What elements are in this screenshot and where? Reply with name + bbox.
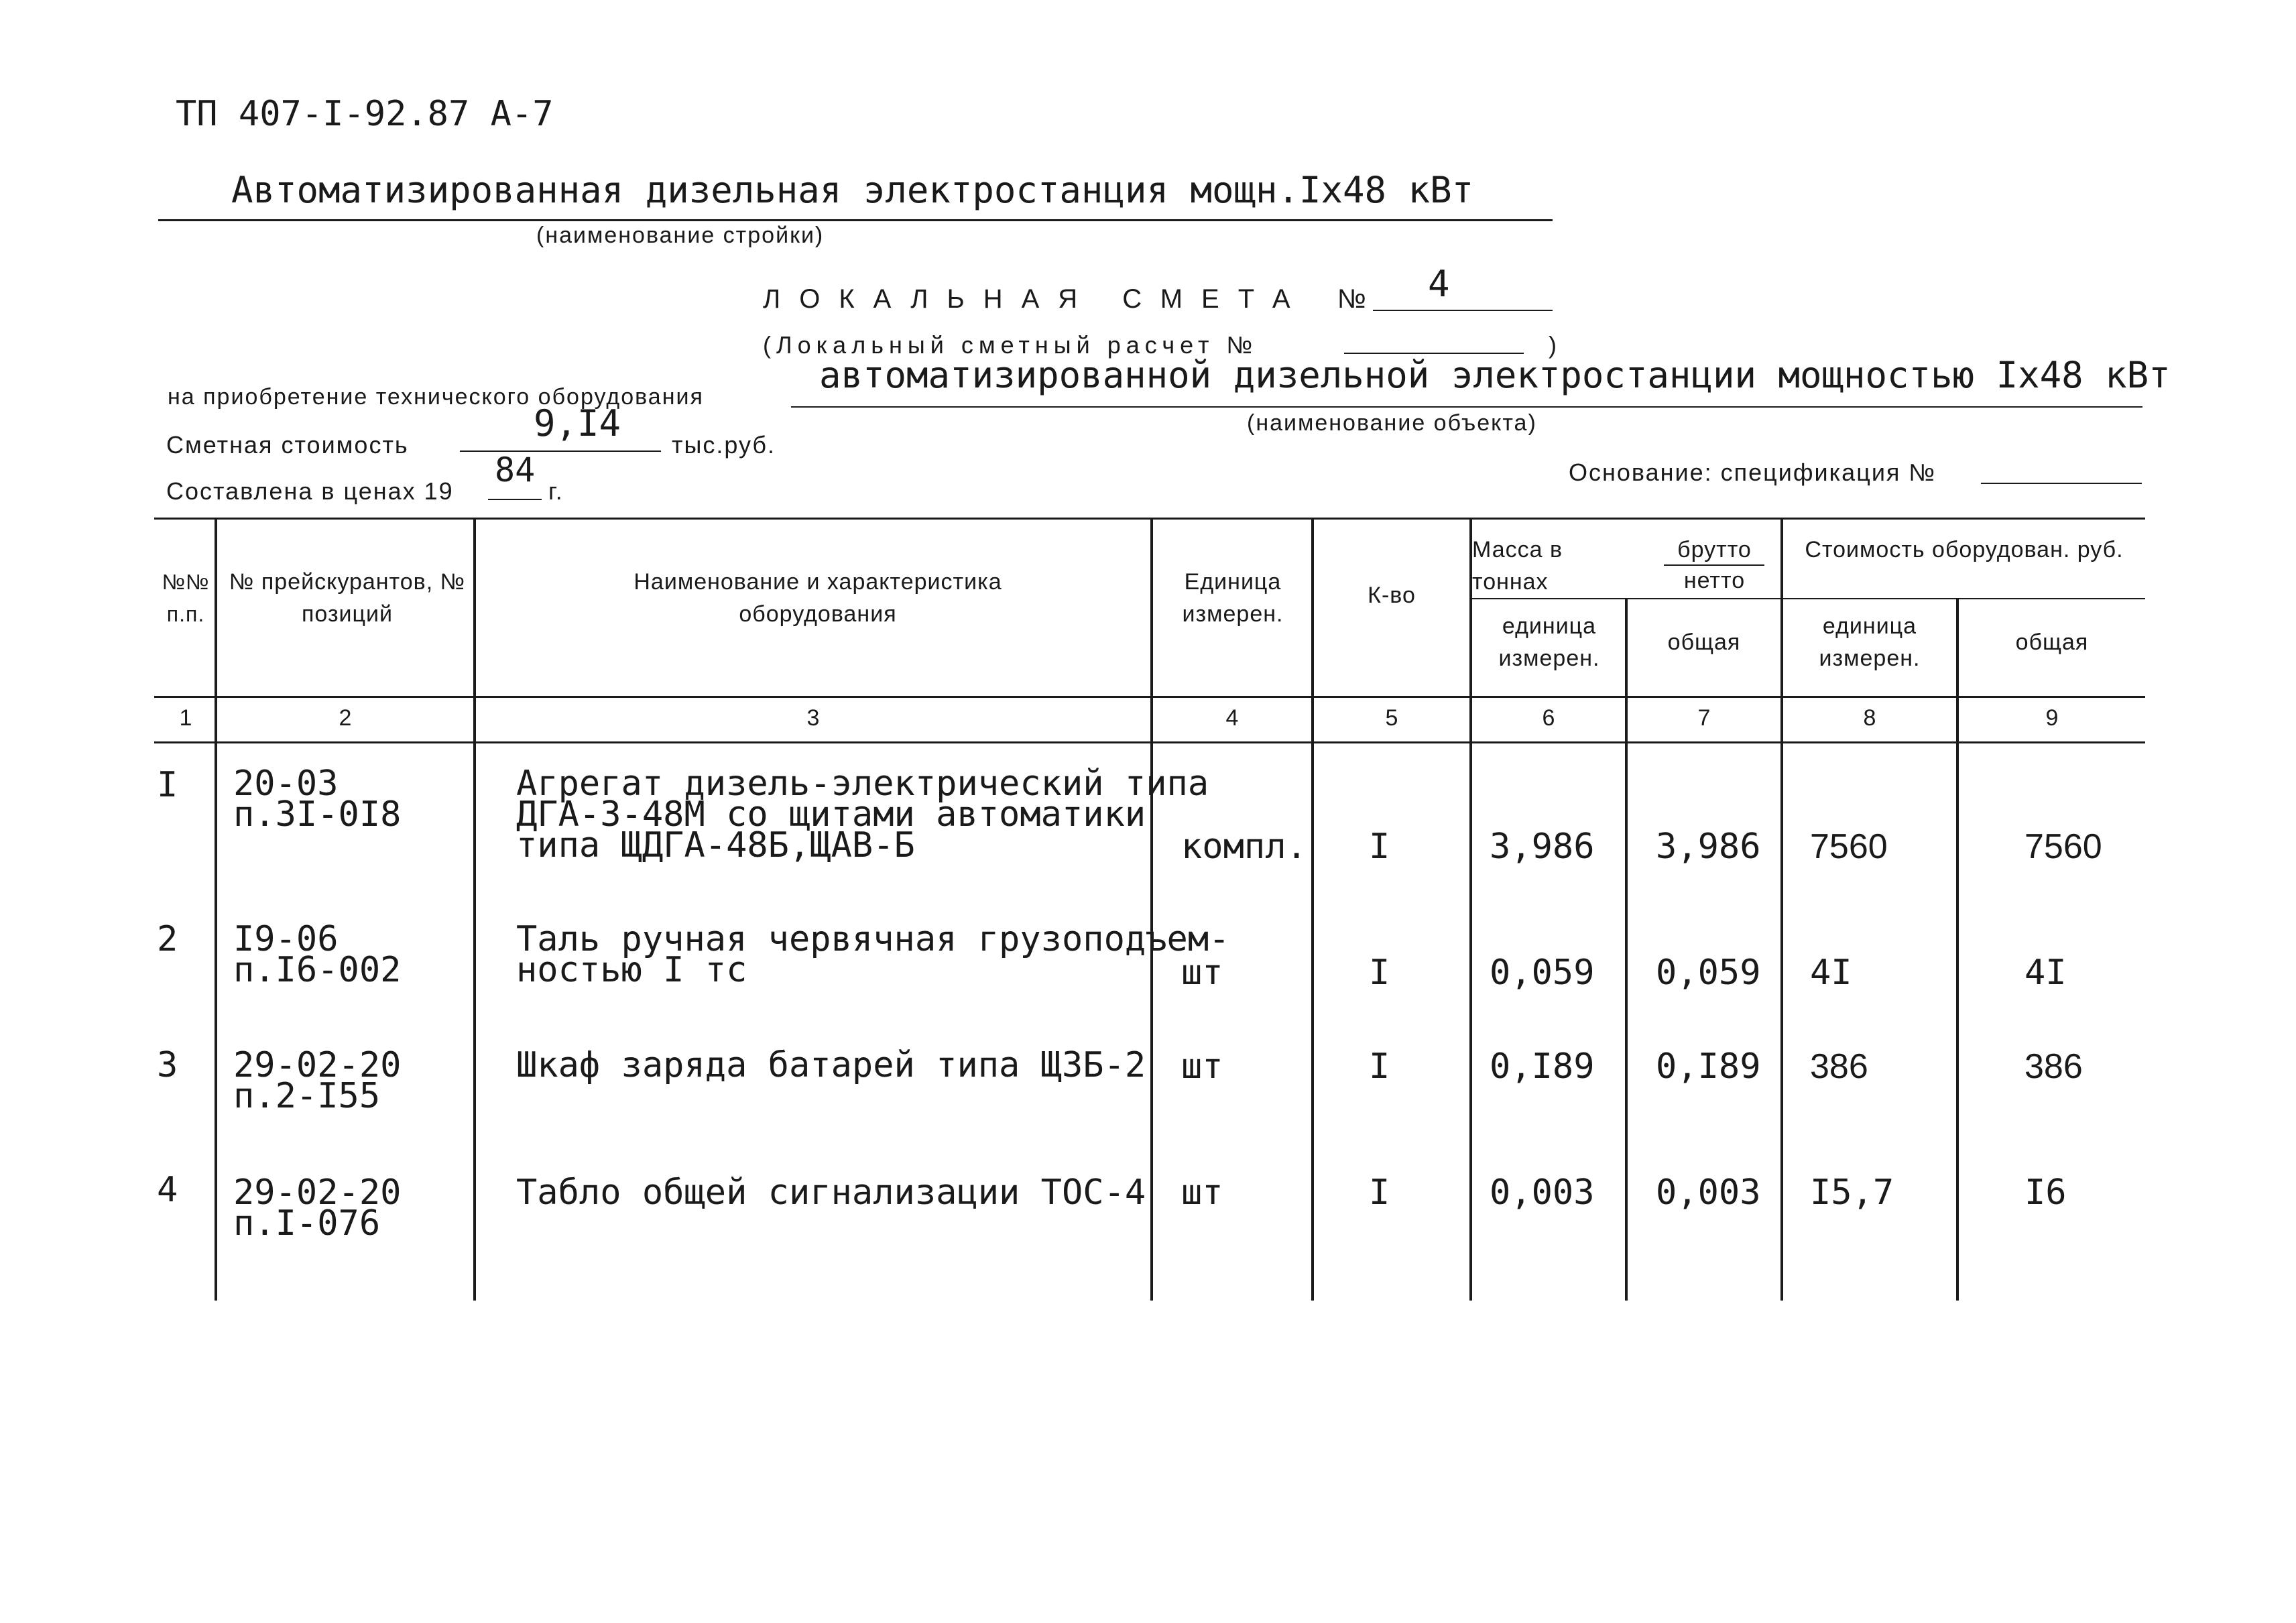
cost-per-unit: 7560 xyxy=(1810,827,1888,866)
project-name-underline xyxy=(158,219,1553,221)
mass-per-unit: 0,059 xyxy=(1490,953,1595,993)
estimate-title: ЛОКАЛЬНАЯ СМЕТА xyxy=(763,284,1309,314)
header-netto: нетто xyxy=(1683,568,1746,593)
col-rule-5 xyxy=(1469,518,1472,1301)
cost-per-unit: I5,7 xyxy=(1810,1173,1894,1213)
cost-value: 9,I4 xyxy=(534,402,621,444)
local-calc-close: ) xyxy=(1549,331,1558,359)
basis-label: Основание: спецификация № xyxy=(1569,459,1937,486)
header-col1: №№ п.п. xyxy=(162,570,210,626)
header-col4: Единица измерен. xyxy=(1182,569,1284,627)
col-number-1: 1 xyxy=(179,705,192,731)
project-name: Автоматизированная дизельная электростанция мощн.Iх48 кВт xyxy=(231,169,1474,211)
cost-total: 4I xyxy=(2025,953,2067,993)
header-brutto: брутто xyxy=(1677,537,1752,562)
quantity: I xyxy=(1369,827,1390,867)
mass-per-unit: 0,003 xyxy=(1490,1173,1595,1213)
cost-per-unit: 4I xyxy=(1810,953,1852,993)
equipment-name-line1: Табло общей сигнализации ТОС-4 xyxy=(516,1173,1146,1213)
equipment-name-line1: Таль ручная червячная грузоподъем- xyxy=(516,919,1230,959)
mass-per-unit: 3,986 xyxy=(1490,827,1595,867)
cost-underline xyxy=(460,450,661,452)
cost-total: I6 xyxy=(2025,1173,2067,1213)
price-list-position: п.I6-002 xyxy=(233,950,402,990)
equipment-name-line3: типа ЩДГА-48Б,ЩАВ-Б xyxy=(516,825,915,865)
col-rule-4 xyxy=(1311,518,1314,1301)
equipment-name-line1: Шкаф заряда батарей типа ЩЗБ-2 xyxy=(516,1045,1146,1085)
unit: шт xyxy=(1181,953,1223,993)
local-calc-label: (Локальный сметный расчет № xyxy=(763,331,1258,359)
equipment-name-line2: ностью I тс xyxy=(516,950,747,990)
header-col2: № прейскурантов, № позиций xyxy=(229,569,466,627)
unit: компл. xyxy=(1181,827,1307,867)
cost-total: 7560 xyxy=(2025,827,2102,866)
col-number-9: 9 xyxy=(2045,705,2059,731)
row-number: I xyxy=(157,765,178,805)
document-code: ТП 407-I-92.87 А-7 xyxy=(176,94,554,134)
price-list-code: I9-06 xyxy=(233,919,339,959)
price-list-position: п.2-I55 xyxy=(233,1076,381,1116)
mass-per-unit: 0,I89 xyxy=(1490,1046,1595,1087)
header-col5: К-во xyxy=(1368,583,1416,608)
price-list-code: 20-03 xyxy=(233,764,339,804)
price-list-position: п.I-076 xyxy=(233,1203,381,1244)
prices-year-underline xyxy=(488,499,542,500)
unit: шт xyxy=(1181,1173,1223,1213)
table-subheader-rule xyxy=(1472,598,2145,599)
col-number-3: 3 xyxy=(806,705,820,731)
estimate-number-underline xyxy=(1373,310,1553,311)
mass-total: 0,059 xyxy=(1656,953,1761,993)
header-col9: общая xyxy=(2015,629,2089,655)
equipment-name-line1: Агрегат дизель-электрический типа xyxy=(516,764,1209,804)
object-name-underline xyxy=(791,406,2142,408)
quantity: I xyxy=(1369,1046,1390,1087)
object-caption: (наименование объекта) xyxy=(1247,410,1537,436)
row-number: 4 xyxy=(157,1170,178,1210)
estimate-number: 4 xyxy=(1428,263,1450,305)
col-rule-2 xyxy=(473,518,476,1301)
mass-total: 0,003 xyxy=(1656,1173,1761,1213)
object-name: автоматизированной дизельной электростанции мощностью Iх48 кВт xyxy=(819,354,2171,396)
col-number-7: 7 xyxy=(1697,705,1711,731)
project-caption: (наименование стройки) xyxy=(536,223,825,248)
purpose-label: на приобретение технического оборудования xyxy=(168,384,704,410)
cost-per-unit: 386 xyxy=(1810,1047,1868,1086)
header-col7: общая xyxy=(1667,629,1741,655)
quantity: I xyxy=(1369,1173,1390,1213)
col-number-5: 5 xyxy=(1385,705,1398,731)
table-colnum-bottom-rule xyxy=(154,741,2145,743)
col-rule-8 xyxy=(1956,598,1959,1301)
prices-label: Составлена в ценах 19 xyxy=(166,477,454,505)
mass-total: 3,986 xyxy=(1656,827,1761,867)
col-number-8: 8 xyxy=(1863,705,1876,731)
header-col8: единица измерен. xyxy=(1819,613,1921,671)
col-rule-6 xyxy=(1625,598,1628,1301)
header-col3: Наименование и характеристика оборудования xyxy=(633,569,1002,627)
equipment-name-line2: ДГА-3-48М со щитами автоматики xyxy=(516,794,1146,835)
cost-total: 386 xyxy=(2025,1047,2083,1086)
header-cost-group: Стоимость оборудован. руб. xyxy=(1805,537,2124,562)
row-number: 2 xyxy=(157,919,178,959)
col-number-2: 2 xyxy=(339,705,352,731)
quantity: I xyxy=(1369,953,1390,993)
price-list-position: п.3I-0I8 xyxy=(233,794,402,835)
estimate-number-label: № xyxy=(1337,284,1368,314)
price-list-code: 29-02-20 xyxy=(233,1173,402,1213)
row-number: 3 xyxy=(157,1045,178,1085)
mass-total: 0,I89 xyxy=(1656,1046,1761,1087)
table-top-rule xyxy=(154,518,2145,520)
prices-suffix: г. xyxy=(548,477,564,505)
col-number-4: 4 xyxy=(1225,705,1239,731)
prices-year: 84 xyxy=(495,450,536,489)
col-number-6: 6 xyxy=(1542,705,1555,731)
cost-unit: тыс.руб. xyxy=(672,431,776,459)
col-rule-3 xyxy=(1150,518,1153,1301)
col-rule-1 xyxy=(215,518,217,1301)
header-col6: единица измерен. xyxy=(1498,613,1600,671)
basis-underline xyxy=(1981,483,2142,484)
price-list-code: 29-02-20 xyxy=(233,1045,402,1085)
unit: шт xyxy=(1181,1046,1223,1087)
header-mass-group: Масса в тоннах xyxy=(1472,537,1563,595)
cost-label: Сметная стоимость xyxy=(166,431,409,459)
table-header-bottom-rule xyxy=(154,696,2145,698)
